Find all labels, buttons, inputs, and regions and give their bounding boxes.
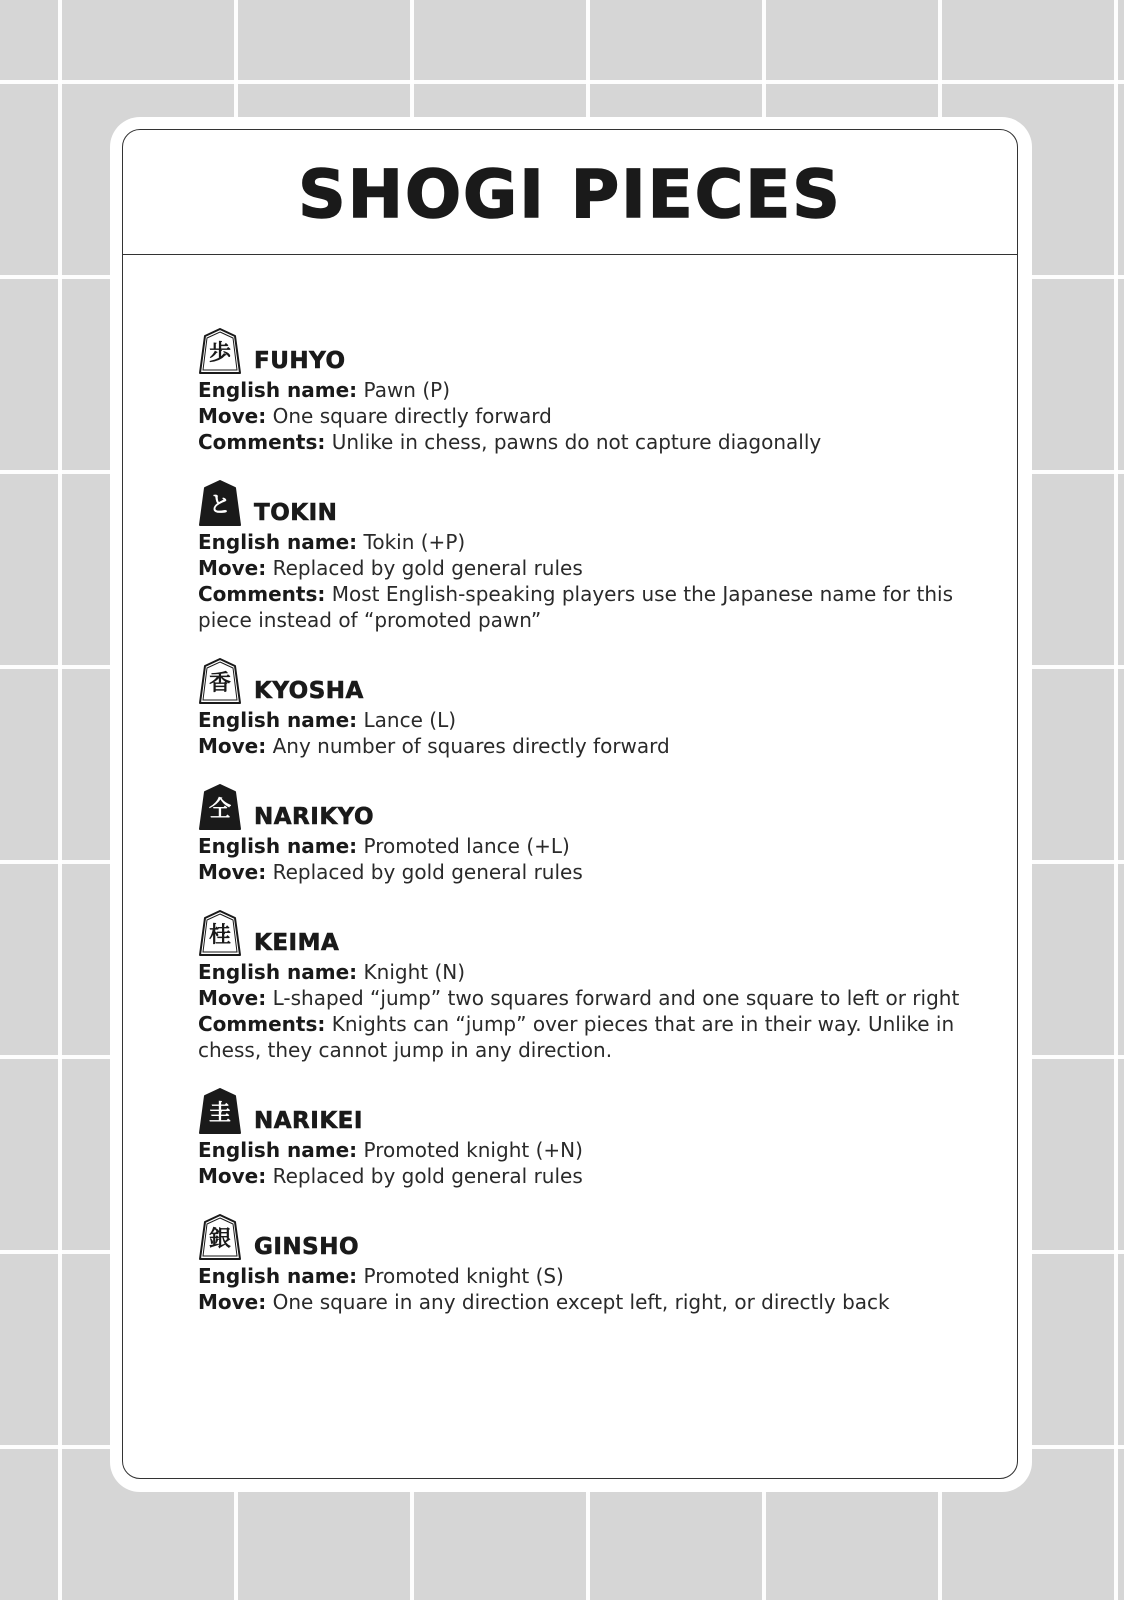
piece-header [198,1211,978,1261]
move-value: One square directly forward [272,404,552,428]
piece-name: TOKIN [254,500,338,526]
english-name-line [198,1263,978,1289]
move-label: Move: [198,860,267,884]
piece-entry [198,781,978,885]
move-value: One square in any direction except left, right, or directly back [272,1290,890,1314]
english-name-value: Promoted lance (+L) [363,834,570,858]
comments-value: Most English-speaking players use the Japanese name for this piece instead of “promoted pawn” [198,582,954,632]
svg-text:香: 香 [208,670,232,696]
move-line [198,733,978,759]
english-name-line [198,1137,978,1163]
move-label: Move: [198,404,267,428]
move-value: Any number of squares directly forward [272,734,670,758]
comments-label: Comments: [198,430,326,454]
move-line [198,555,978,581]
piece-entry [198,1085,978,1189]
move-line [198,1289,978,1315]
english-name-value: Tokin (+P) [363,530,466,554]
english-name-line [198,959,978,985]
move-label: Move: [198,986,267,1010]
move-line [198,859,978,885]
piece-entry [198,325,978,455]
english-name-value: Promoted knight (+N) [363,1138,583,1162]
english-name-label: English name: [198,378,358,402]
piece-header [198,655,978,705]
pawn-piece-icon [198,327,242,375]
piece-name: KYOSHA [254,678,364,704]
move-value: L-shaped “jump” two squares forward and one square to left or right [272,986,960,1010]
english-name-label: English name: [198,1138,358,1162]
comments-label: Comments: [198,582,326,606]
english-name-value: Knight (N) [363,960,466,984]
piece-list [198,325,978,1337]
promoted-knight-piece-icon [198,1087,242,1135]
english-name-value: Lance (L) [363,708,457,732]
piece-header [198,1085,978,1135]
lance-piece-icon [198,657,242,705]
move-value: Replaced by gold general rules [272,556,583,580]
english-name-label: English name: [198,708,358,732]
svg-text:仝: 仝 [208,796,232,822]
english-name-value: Pawn (P) [363,378,451,402]
move-line [198,403,978,429]
svg-text:と: と [208,492,232,518]
piece-header [198,477,978,527]
piece-header [198,781,978,831]
svg-text:銀: 銀 [208,1226,232,1252]
move-line [198,1163,978,1189]
title-bar [123,130,1017,255]
piece-header [198,907,978,957]
move-label: Move: [198,556,267,580]
english-name-line [198,833,978,859]
piece-name: NARIKEI [254,1108,363,1134]
page-title: SHOGI PIECES [298,156,842,233]
info-card [122,129,1018,1479]
move-label: Move: [198,1164,267,1188]
english-name-line [198,529,978,555]
move-label: Move: [198,1290,267,1314]
svg-text:歩: 歩 [208,340,232,366]
svg-text:圭: 圭 [208,1100,232,1126]
move-value: Replaced by gold general rules [272,1164,583,1188]
english-name-label: English name: [198,960,358,984]
piece-name: NARIKYO [254,804,375,830]
piece-entry [198,477,978,633]
comments-value: Unlike in chess, pawns do not capture diagonally [331,430,822,454]
move-line [198,985,978,1011]
comments-value: Knights can “jump” over pieces that are in their way. Unlike in chess, they cannot jump in any direction. [198,1012,955,1062]
piece-name: GINSHO [254,1234,360,1260]
piece-entry [198,1211,978,1315]
tokin-piece-icon [198,479,242,527]
english-name-line [198,377,978,403]
comments-line [198,1011,978,1063]
comments-line [198,429,978,455]
svg-text:桂: 桂 [208,922,232,948]
english-name-value: Promoted knight (S) [363,1264,564,1288]
move-label: Move: [198,734,267,758]
english-name-label: English name: [198,530,358,554]
english-name-label: English name: [198,1264,358,1288]
comments-label: Comments: [198,1012,326,1036]
english-name-line [198,707,978,733]
english-name-label: English name: [198,834,358,858]
piece-name: KEIMA [254,930,340,956]
comments-line [198,581,978,633]
piece-header [198,325,978,375]
move-value: Replaced by gold general rules [272,860,583,884]
piece-entry [198,655,978,759]
silver-general-piece-icon [198,1213,242,1261]
piece-name: FUHYO [254,348,346,374]
promoted-lance-piece-icon [198,783,242,831]
piece-entry [198,907,978,1063]
knight-piece-icon [198,909,242,957]
